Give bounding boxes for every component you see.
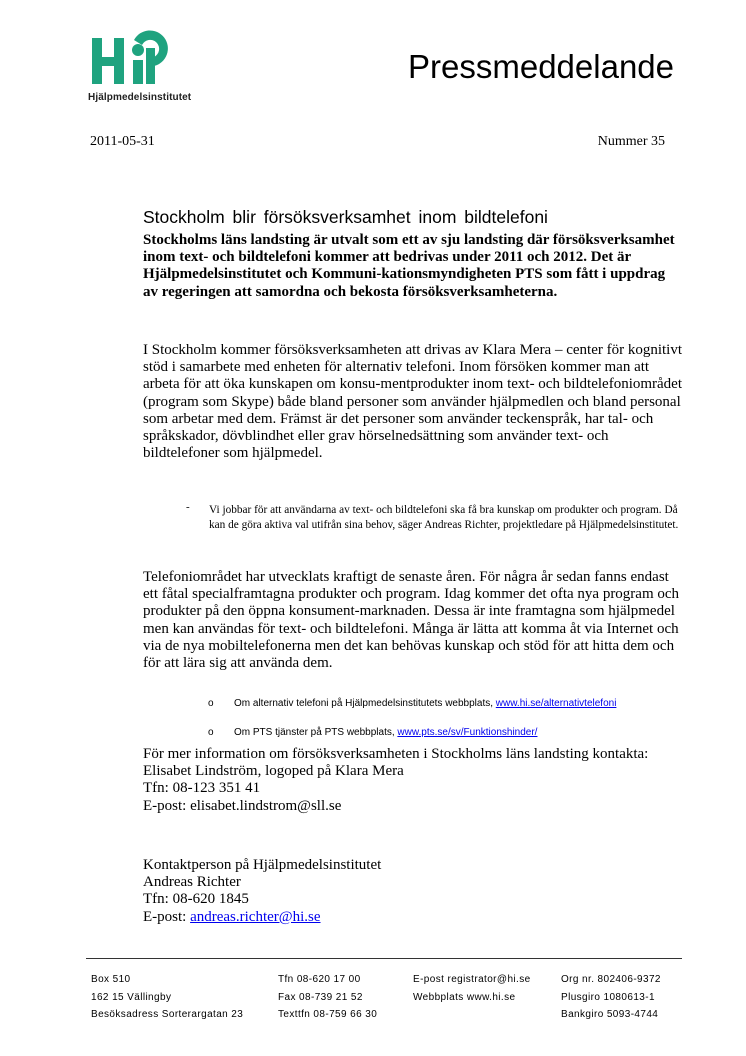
quote-paragraph: Vi jobbar för att användarna av text- och bildtelefoni ska få bra kunskap om produkter och program. Då kan de göra aktiva val utifrån sina behov, säger Andreas Richter, projektledare på Hjälpmedelsinstitutet. (209, 504, 679, 531)
footer-line: Fax 08-739 21 52 (278, 991, 363, 1003)
contact-block-klara-mera (143, 746, 683, 815)
footer-line: Tfn 08-620 17 00 (278, 974, 361, 985)
contact-intro: För mer information om försöksverksamheten i Stockholms läns landsting kontakta: (143, 746, 649, 762)
footer-phone (278, 971, 377, 1024)
document-number: Nummer 35 (597, 134, 665, 149)
footer-address (91, 971, 243, 1024)
alternativtelefoni-link[interactable]: www.hi.se/alternativtelefoni (495, 698, 617, 709)
footer-line: Bankgiro 5093-4744 (561, 1009, 659, 1020)
body-paragraph-2: Telefoniområdet har utvecklats kraftigt de senaste åren. För några år sedan fanns endast ett fåtal specialframtagna produkter och program. Idag kommer det ofta nya program och produkter på den öppna konsument-marknaden. Dessa är inte framtagna som hjälpmedel men kan användas för text- och bildtelefoni. Många är lätta att komma åt via Internet och via de nya mobiltelefonerna men det kan behövas kunskap och stöd för att hitta dem och för att lära sig att använda dem. (143, 569, 680, 672)
footer-line: Texttfn 08-759 66 30 (278, 1009, 378, 1020)
contact-email: E-post: elisabet.lindstrom@sll.se (143, 797, 342, 814)
quote-dash: - (186, 501, 190, 513)
link-item-label: Om alternativ telefoni på Hjälpmedelsinstitutets webbplats, (234, 698, 496, 709)
link-item-label: Om PTS tjänster på PTS webbplats, (234, 727, 398, 738)
footer-line: Org nr. 802406-9372 (561, 974, 661, 985)
footer-web (413, 971, 531, 1006)
contact-phone: Tfn: 08-123 351 41 (143, 780, 261, 797)
document-date: 2011-05-31 (90, 134, 155, 149)
headline: Stockholm blir försöksverksamhet inom bildtelefoni (143, 207, 548, 227)
contact-name: Andreas Richter (143, 874, 241, 891)
footer-divider (86, 958, 682, 959)
link-item (208, 727, 537, 738)
link-item (208, 698, 616, 709)
contact-block-hi (143, 857, 683, 926)
footer-banking (561, 971, 661, 1024)
pts-funktionshinder-link[interactable]: www.pts.se/sv/Funktionshinder/ (397, 727, 538, 738)
contact-email-label: E-post: (143, 908, 191, 925)
body-paragraph-1: I Stockholm kommer försöksverksamheten att drivas av Klara Mera – center för kognitivt stöd i samarbete med enheten för alternativ telefoni. Inom försöken kommer man att arbeta för att öka kunskapen om konsu-mentprodukter inom text- och bildtelefoniområdet (program som Skype) både bland personer som använder hjälpmedlen och bland personal som arbetar med dem. Främst är det personer som använder teckenspråk, har tal- och språkskador, dövblindhet eller grav hörselnedsättning som använder text- och bildtelefoner som hjälpmedel. (143, 342, 683, 462)
contact-phone: Tfn: 08-620 1845 (143, 891, 249, 908)
logo-text: Hjälpmedelsinstitutet (88, 92, 192, 103)
footer-line: Box 510 (91, 974, 131, 985)
contact-email-row (143, 909, 683, 926)
contact-email-link[interactable]: andreas.richter@hi.se (190, 908, 321, 925)
footer-line: E-post registrator@hi.se (413, 974, 531, 985)
bullet: o (208, 698, 214, 709)
ingress-paragraph: Stockholms läns landsting är utvalt som ett av sju landsting där försöksverksamhet inom text- och bildtelefoni kommer att bedrivas under 2011 och 2012. Det är Hjälpmedelsinstitutet och Kommuni-kationsmyndigheten PTS som fått i uppdrag av regeringen att samordna och bekosta försöksverksamheterna. (143, 232, 675, 300)
footer-line: Besöksadress Sorterargatan 23 (91, 1009, 244, 1020)
contact-intro: Kontaktperson på Hjälpmedelsinstitutet (143, 857, 382, 873)
footer-line: Webbplats www.hi.se (413, 991, 516, 1003)
contact-name: Elisabet Lindström, logoped på Klara Mera (143, 763, 404, 780)
footer-line: 162 15 Vällingby (91, 991, 172, 1003)
document-type-title: Pressmeddelande (408, 48, 674, 85)
bullet: o (208, 727, 214, 738)
footer-line: Plusgiro 1080613-1 (561, 991, 655, 1003)
